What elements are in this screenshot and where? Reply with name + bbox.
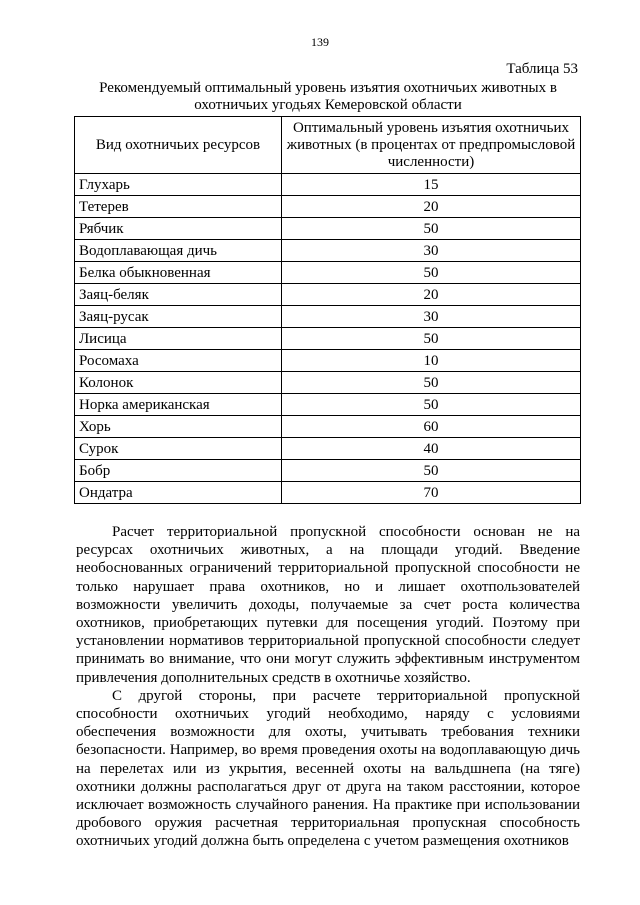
harvest-level: 30 [282,240,581,262]
table-title: Рекомендуемый оптимальный уровень изъятия охотничьих животных в охотничьих угодьях Кемеровской области [99,80,557,113]
species-name: Рябчик [75,218,282,240]
table-row [75,328,581,350]
harvest-level: 10 [282,350,581,372]
species-name: Ондатра [75,482,282,504]
species-name: Тетерев [75,196,282,218]
harvest-level: 50 [282,262,581,284]
table-row [75,438,581,460]
species-name: Белка обыкновенная [75,262,282,284]
species-name: Хорь [75,416,282,438]
page-number: 139 [311,35,329,49]
table-row [75,372,581,394]
table-row [75,416,581,438]
harvest-level: 40 [282,438,581,460]
species-name: Глухарь [75,174,282,196]
harvest-level: 50 [282,394,581,416]
harvest-level: 15 [282,174,581,196]
species-name: Бобр [75,460,282,482]
paragraph: С другой стороны, при расчете территориальной пропускной способности охотничьих угодий необходимо, наряду с условиями обеспечения возможности для охоты, учитывать требования техники безопасности. Например, во время проведения охоты на водоплавающую дичь на перелетах или из укрытия, весенней охоты на вальдшнепа (на тяге) охотники должны располагаться друг от друга на таком расстоянии, которое исключает возможность случайного ранения. На практике при использовании дробового оружия расчетная территориальная пропускная способность охотничьих угодий должна быть определена с учетом размещения охотников [76,687,580,850]
species-name: Колонок [75,372,282,394]
header-level: Оптимальный уровень изъятия охотничьих животных (в процентах от предпромысловой численности) [282,117,581,174]
species-name: Водоплавающая дичь [75,240,282,262]
table-row [75,262,581,284]
table-row [75,460,581,482]
table-row [75,240,581,262]
species-name: Росомаха [75,350,282,372]
table-row [75,284,581,306]
table-label: Таблица 53 [506,61,578,77]
harvest-level: 20 [282,196,581,218]
table-row [75,306,581,328]
harvest-level: 30 [282,306,581,328]
paragraph: Расчет территориальной пропускной способности основан не на ресурсах охотничьих животных, а на площади угодий. Введение необоснованных ограничений территориальной пропускной способности не только нарушает права охотников, но и лишает охотпользователей возможности увеличить доходы, получаемые за счет роста количества охотников, приобретающих путевки для посещения угодий. Поэтому при установлении нормативов территориальной пропускной способности следует принимать во внимание, что они могут служить эффективным инструментом привлечения дополнительных средств в охотничье хозяйство. [76,524,580,686]
harvest-level: 50 [282,372,581,394]
harvest-level: 50 [282,460,581,482]
species-name: Заяц-русак [75,306,282,328]
species-name: Норка американская [75,394,282,416]
species-name: Лисица [75,328,282,350]
table-row [75,218,581,240]
table-header-row [75,117,581,174]
harvest-level: 20 [282,284,581,306]
harvest-table [74,116,581,504]
species-name: Заяц-беляк [75,284,282,306]
table-row [75,482,581,504]
species-name: Сурок [75,438,282,460]
table-row [75,394,581,416]
header-species: Вид охотничьих ресурсов [75,117,282,174]
harvest-level: 50 [282,218,581,240]
body-text [76,523,580,851]
harvest-level: 70 [282,482,581,504]
table-row [75,196,581,218]
harvest-level: 50 [282,328,581,350]
table-row [75,174,581,196]
harvest-level: 60 [282,416,581,438]
table-row [75,350,581,372]
